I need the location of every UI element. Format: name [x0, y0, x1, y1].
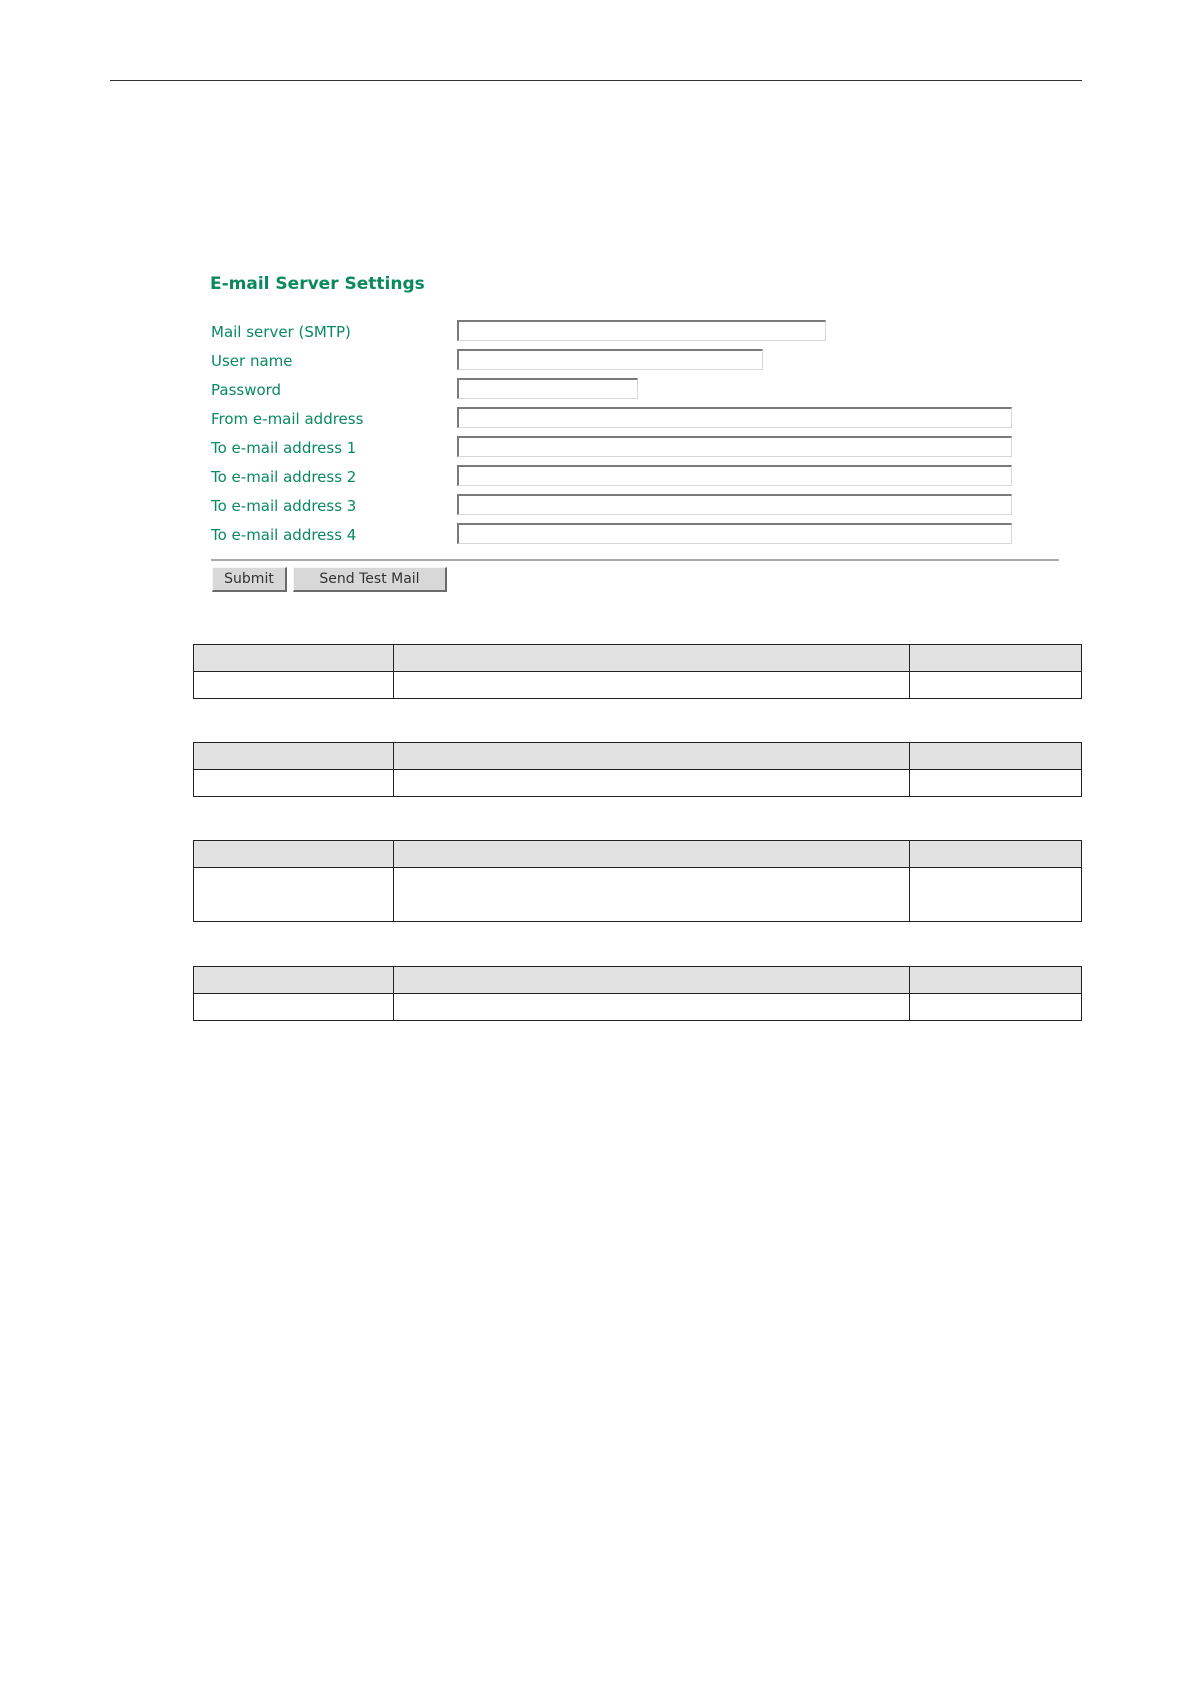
table-header-row: [194, 841, 1082, 868]
table-cell: [394, 868, 910, 922]
table-cell: [910, 672, 1082, 699]
table-header-cell: [194, 841, 394, 868]
spec-table-3: [193, 840, 1082, 922]
to-email-4-label: To e-mail address 4: [211, 526, 357, 544]
mail-server-input[interactable]: [457, 320, 826, 341]
from-email-label: From e-mail address: [211, 410, 364, 428]
section-title: E-mail Server Settings: [210, 274, 425, 294]
to-email-3-label: To e-mail address 3: [211, 497, 357, 515]
table-header-cell: [910, 645, 1082, 672]
table-cell: [194, 868, 394, 922]
to-email-4-input[interactable]: [457, 523, 1012, 544]
table-header-row: [194, 967, 1082, 994]
table-header-row: [194, 743, 1082, 770]
to-email-3-input[interactable]: [457, 494, 1012, 515]
spec-table-1: [193, 644, 1082, 699]
table-cell: [394, 672, 910, 699]
table-header-cell: [194, 743, 394, 770]
table-cell: [910, 994, 1082, 1021]
to-email-2-label: To e-mail address 2: [211, 468, 357, 486]
table-cell: [194, 770, 394, 797]
table-cell: [910, 770, 1082, 797]
to-email-1-label: To e-mail address 1: [211, 439, 357, 457]
send-test-mail-button[interactable]: Send Test Mail: [293, 567, 447, 592]
page-header-rule: [110, 80, 1082, 81]
table-cell: [394, 994, 910, 1021]
table-header-cell: [394, 645, 910, 672]
table-cell: [194, 994, 394, 1021]
table-header-cell: [910, 743, 1082, 770]
spec-table-4: [193, 966, 1082, 1021]
table-row: [194, 994, 1082, 1021]
table-header-cell: [910, 967, 1082, 994]
spec-table-2: [193, 742, 1082, 797]
user-name-label: User name: [211, 352, 293, 370]
submit-button[interactable]: Submit: [212, 567, 287, 592]
table-cell: [194, 672, 394, 699]
table-header-cell: [910, 841, 1082, 868]
table-header-cell: [394, 967, 910, 994]
table-cell: [394, 770, 910, 797]
password-label: Password: [211, 381, 282, 399]
table-header-cell: [394, 743, 910, 770]
table-row: [194, 672, 1082, 699]
to-email-2-input[interactable]: [457, 465, 1012, 486]
password-input[interactable]: [457, 378, 638, 399]
table-header-cell: [394, 841, 910, 868]
to-email-1-input[interactable]: [457, 436, 1012, 457]
table-row: [194, 770, 1082, 797]
table-row: [194, 868, 1082, 922]
form-divider: [211, 559, 1059, 561]
mail-server-label: Mail server (SMTP): [211, 323, 351, 341]
table-header-row: [194, 645, 1082, 672]
from-email-input[interactable]: [457, 407, 1012, 428]
table-cell: [910, 868, 1082, 922]
table-header-cell: [194, 645, 394, 672]
user-name-input[interactable]: [457, 349, 763, 370]
table-header-cell: [194, 967, 394, 994]
